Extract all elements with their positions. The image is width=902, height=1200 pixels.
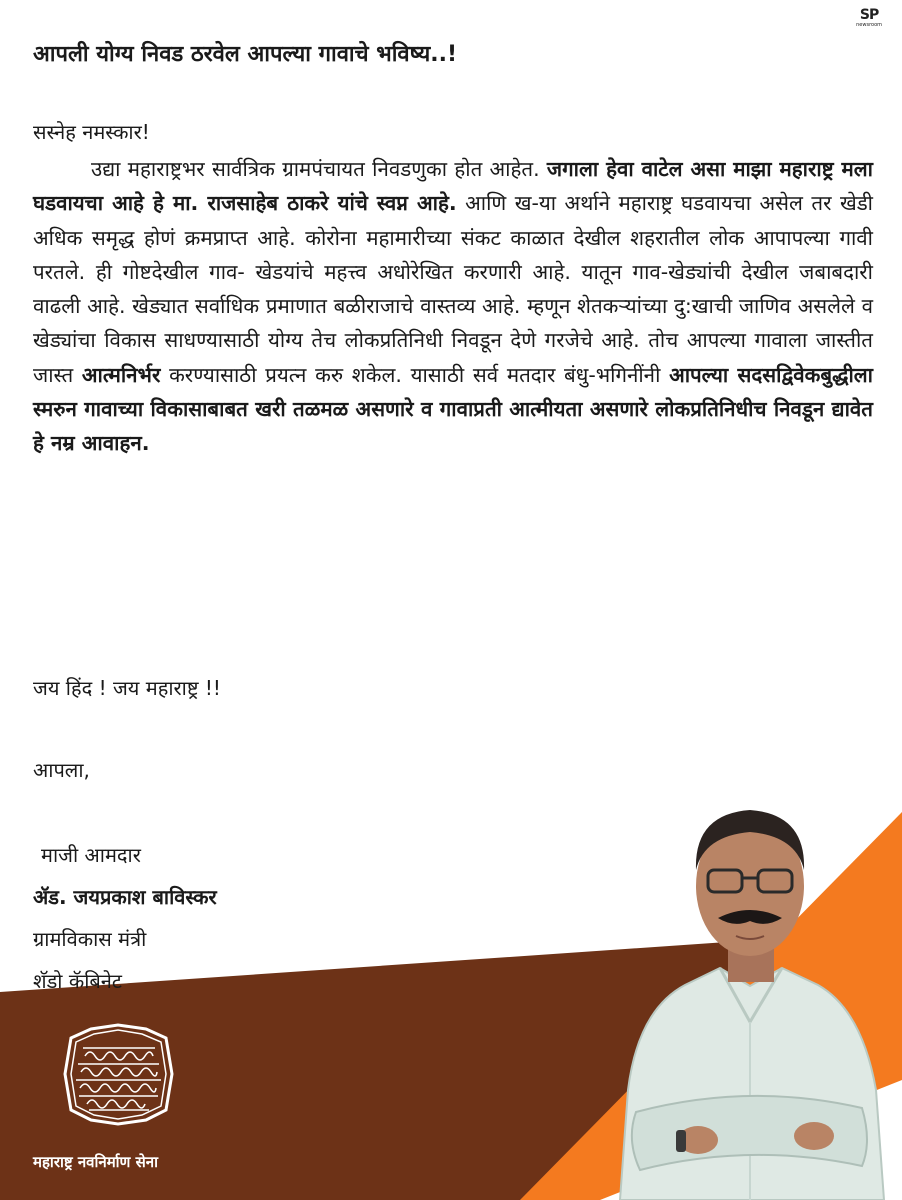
greeting: सस्नेह नमस्कार! (33, 120, 150, 144)
watermark-mark: SP (859, 7, 879, 23)
signature-block (33, 834, 217, 1002)
signature-role: ग्रामविकास मंत्री (33, 927, 147, 951)
body-text-2: आणि ख-या अर्थाने महाराष्ट्र घडवायचा असेल तर खेडी अधिक समृद्ध होणं क्रमप्राप्त आहे. कोरोना महामारीच्या संकट काळात देखील शहरातील लोक आपापल्या गावी परतले. ही गोष्टदेखील गाव- खेडयांचे महत्त्व अधोरेखित करणारी आहे. यातून गाव-खेड्यांची देखील जबाबदारी वाढली आहे. खेड्यात सर्वाधिक प्रमाणात बळीराजाचे वास्तव्य आहे. म्हणून शेतकऱ्यांच्या दु:खाची जाणिव असलेले व खेड्यांचा विकास साधण्यासाठी योग्य तेच लोकप्रतिनिधी निवडून देणे गरजेचे आहे. तोच आपल्या गावाला जास्तीत जास्त (33, 191, 873, 387)
watermark-tagline: newsroom (856, 22, 882, 28)
body-text-1: उद्या महाराष्ट्रभर सार्वत्रिक ग्रामपंचायत निवडणुका होत आहेत. (91, 157, 540, 181)
body-bold-3: आपल्या सदसद्विवेकबुद्धीला स्मरुन गावाच्या विकासाबाबत खरी तळमळ असणारे व गावाप्रती आत्मीयता असणारे लोकप्रतिनिधीच निवडून द्यावेत हे नम्र आवाहन. (33, 362, 873, 456)
rajmudra-seal (61, 1022, 176, 1127)
body-bold-1: जगाला हेवा वाटेल असा माझा महाराष्ट्र मला घडवायचा आहे हे मा. राजसाहेब ठाकरे यांचे स्वप्न आहे. (33, 157, 873, 216)
letter-body (33, 152, 873, 461)
signature-title: माजी आमदार (41, 843, 141, 867)
signature-name: ॲड. जयप्रकाश बाविस्कर (33, 885, 217, 909)
body-text-3: करण्यासाठी प्रयत्न करु शकेल. यासाठी सर्व मतदार बंधु-भगिनींनी (169, 362, 661, 387)
page-title: आपली योग्य निवड ठरवेल आपल्या गावाचे भविष्य..! (33, 42, 457, 67)
closing-slogan: जय हिंद ! जय महाराष्ट्र !! (33, 676, 221, 700)
party-name: महाराष्ट्र नवनिर्माण सेना (33, 1153, 158, 1171)
portrait-photo (600, 790, 902, 1200)
watermark-logo (856, 8, 882, 28)
signature-cabinet: शॅडो कॅबिनेट (33, 969, 122, 993)
valediction: आपला, (33, 758, 90, 782)
body-bold-2: आत्मनिर्भर (81, 362, 161, 387)
